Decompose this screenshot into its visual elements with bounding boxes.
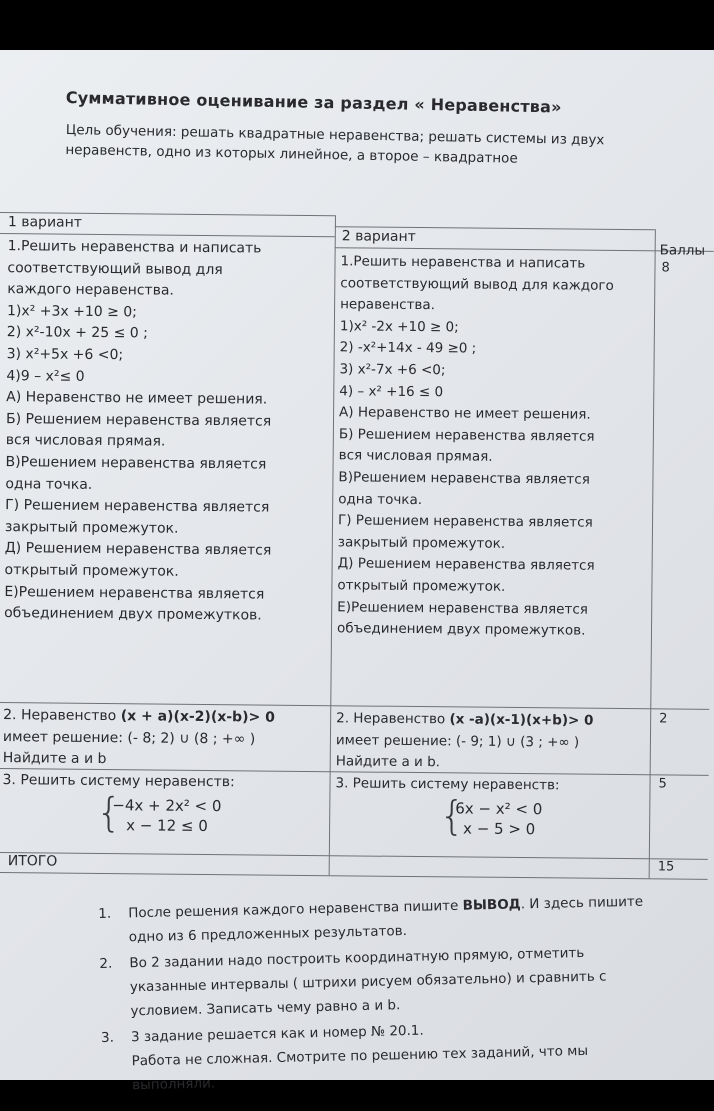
answer-option: объединением двух промежутков. [4, 605, 262, 624]
answer-option: Д) Решением неравенства является [337, 555, 595, 575]
instruction-item [101, 1012, 702, 1098]
task1-variant2 [337, 251, 614, 642]
brace-icon: { [96, 789, 122, 836]
text-line: имеет решение: (- 9; 1) ∪ (3 ; +∞ ) [335, 731, 580, 751]
text-line: Во 2 задании надо построить координатную прямую, отметить [129, 944, 585, 972]
answer-option: одна точка. [338, 490, 423, 508]
text-span: После решения каждого неравенства пишите [128, 897, 463, 922]
text-line: неравенства. [340, 296, 436, 314]
answer-option: вся числовая прямая. [5, 432, 166, 450]
text-line: 3 задание решается как и номер № 20.1. [130, 1022, 424, 1046]
instructions-list [98, 888, 702, 1100]
task3-variant2 [335, 773, 560, 839]
total-label: ИТОГО [7, 853, 58, 870]
text-span: 2. Неравенство [336, 710, 450, 728]
text-line [336, 708, 593, 732]
inequality: 1)x² +3x +10 ≥ 0; [6, 302, 138, 321]
inequality: 3) x²-7x +6 <0; [339, 361, 446, 379]
text-line: Найдите а и b. [335, 753, 441, 771]
text-line: Работа не сложная. Смотрите по решению тех заданий, что мы [131, 1042, 589, 1070]
answer-option: одна точка. [5, 475, 93, 493]
task2-variant1 [3, 705, 275, 772]
inequality: 2) -x²+14x - 49 ≥0 ; [339, 339, 477, 357]
system-of-inequalities [96, 789, 235, 836]
answer-option: А) Неравенство не имеет решения. [339, 404, 591, 423]
assessment-table [0, 212, 714, 899]
text-line: одно из 6 предложенных результатов. [128, 923, 408, 946]
text-span: . И здесь пишите [520, 893, 644, 913]
text-span: 2. Неравенство [3, 707, 121, 725]
task2-points: 2 [659, 711, 668, 727]
inequality: 2) x²-10x + 25 ≤ 0 ; [6, 324, 148, 342]
answer-option: закрытый промежуток. [337, 533, 506, 552]
inequality: x − 5 > 0 [463, 819, 536, 838]
variant-2-header: 2 вариант [341, 228, 416, 245]
text-line: соответствующий вывод для каждого [340, 274, 614, 294]
answer-option: открытый промежуток. [4, 561, 179, 580]
text-line: 3. Решить систему неравенств: [2, 772, 235, 791]
expression: (x + a)(x-2)(x-b)> 0 [120, 708, 275, 726]
answer-option: вся числовая прямая. [338, 447, 493, 466]
table-bottom-border [0, 872, 708, 880]
page-title: Суммативное оценивание за раздел « Неравенства» [65, 88, 562, 117]
text-line: 1.Решить неравенства и написать [340, 253, 586, 272]
total-points: 15 [657, 859, 675, 875]
answer-option: В)Решением неравенства является [338, 469, 590, 488]
text-line: Найдите а и b [2, 750, 107, 768]
answer-option: Б) Решением неравенства является [5, 410, 272, 430]
item-number: 1. [98, 905, 112, 922]
column-divider [649, 229, 656, 878]
task1-variant1 [4, 236, 274, 627]
answer-option: закрытый промежуток. [4, 518, 179, 537]
learning-goal [65, 120, 686, 172]
answer-option: Д) Решением неравенства является [4, 540, 272, 559]
text-line: условием. Записать чему равно а и b. [130, 997, 401, 1020]
answer-option: В)Решением неравенства является [5, 454, 267, 473]
answer-option: Е)Решением неравенства является [337, 598, 588, 618]
expression: (x -a)(x-1)(x+b)> 0 [449, 711, 594, 729]
system-of-inequalities [439, 792, 559, 840]
goal-line: неравенств, одно из которых линейное, а второе – квадратное [65, 141, 518, 167]
task3-variant1 [2, 770, 235, 836]
answer-option: Б) Решением неравенства является [338, 426, 595, 445]
text-line: имеет решение: (- 8; 2) ∪ (8 ; +∞ ) [2, 728, 256, 748]
text-line: выполняли. [131, 1075, 216, 1094]
text-line: 3. Решить систему неравенств: [335, 775, 560, 794]
text-line: 1.Решить неравенства и написать [7, 238, 262, 257]
task2-variant2 [336, 708, 594, 775]
variant-1-header: 1 вариант [7, 214, 83, 231]
item-number: 2. [99, 955, 113, 972]
inequality: x − 12 ≤ 0 [126, 815, 208, 835]
inequality: 4)9 – x²≤ 0 [6, 367, 85, 385]
emphasis: ВЫВОД [462, 896, 521, 914]
inequality: 3) x²+5x +6 <0; [6, 346, 124, 364]
answer-option: открытый промежуток. [337, 577, 506, 595]
inequality: 1)x² -2x +10 ≥ 0; [339, 318, 459, 336]
document-page [0, 50, 714, 1094]
brace-icon: { [439, 792, 465, 840]
answer-option: Г) Решением неравенства является [337, 512, 593, 531]
instruction-item [99, 938, 700, 1024]
task3-points: 5 [658, 776, 667, 792]
answer-option: объединением двух промежутков. [336, 620, 586, 639]
answer-option: А) Неравенство не имеет решения. [6, 389, 268, 408]
text-line [3, 705, 275, 729]
goal-line: Цель обучения: решать квадратные неравенства; решать системы из двух [65, 121, 605, 149]
inequality: −4x + 2x² < 0 [112, 795, 222, 815]
item-number: 3. [100, 1029, 115, 1046]
inequality: 4) – x² +16 ≤ 0 [339, 382, 444, 400]
answer-option: Г) Решением неравенства является [5, 497, 270, 516]
answer-option: Е)Решением неравенства является [4, 583, 265, 603]
points-header: Баллы [659, 242, 706, 259]
text-line: указанные интервалы ( штрихи рисуем обязательно) и сравнить с [129, 968, 607, 996]
task1-points: 8 [661, 260, 670, 276]
text-line: соответствующий вывод для [7, 259, 223, 278]
inequality: 6x − x² < 0 [455, 798, 543, 818]
text-line: каждого неравенства. [7, 281, 174, 299]
row-divider [0, 852, 708, 860]
